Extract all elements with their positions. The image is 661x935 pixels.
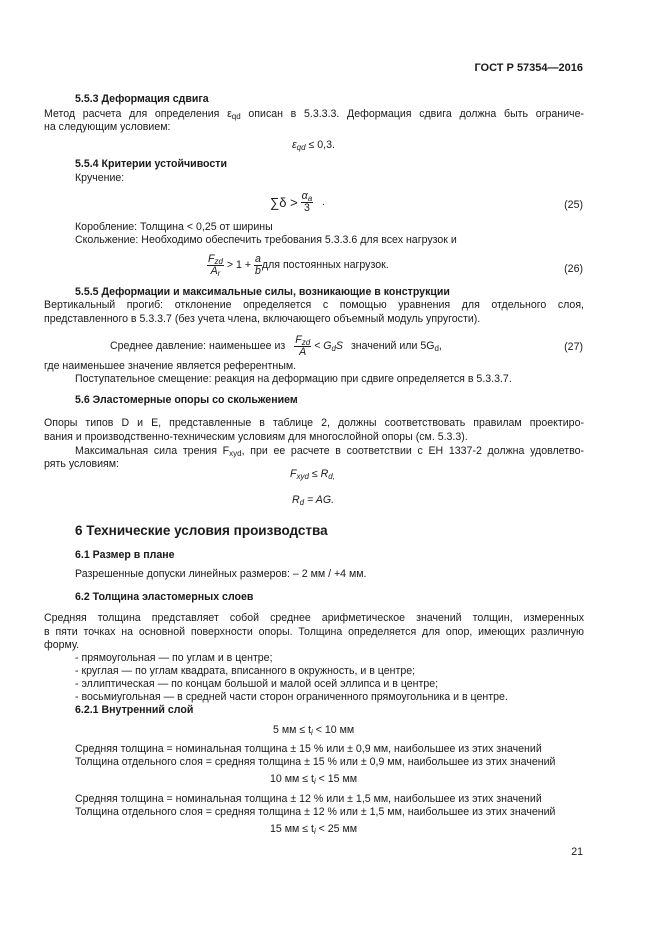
- standard-number: ГОСТ Р 57354—2016: [474, 62, 583, 74]
- warping-text: Коробление: Толщина < 0,25 от ширины: [75, 221, 273, 233]
- list-item: - круглая — по углам квадрата, вписанного в окружность, и в центре;: [75, 665, 416, 677]
- formula-friction: $F_{xyd} \le R_{d,}$: [290, 468, 335, 481]
- s555-paragraph-line2: представленного в 5.3.3.7 (без учета члена, включающего объемный модуль упругости).: [44, 313, 481, 325]
- s56-paragraph-line3: Максимальная сила трения $F_{xyd}$, при ее расчете в соответствии с ЕН 1337-2 должна удовлетво-: [75, 445, 585, 458]
- equation-number-26: (26): [564, 263, 583, 275]
- s553-paragraph-line2: на следующим условием:: [44, 121, 171, 133]
- s555-reference-note: где наименьшее значение является референтным.: [44, 360, 297, 372]
- s56-paragraph-line2: вания и производственно-техническим условиям для многослойной опоры (см. 5.3.3).: [44, 431, 468, 443]
- range-1: 5 мм ≤ $t_i < 10$ мм: [273, 724, 355, 737]
- list-item: - эллиптическая — по концам большой и малой осей эллипса и в центре;: [75, 678, 439, 690]
- list-item: - прямоугольная — по углам и в центре;: [75, 652, 273, 664]
- formula-26: $\frac{F_{zd}}{A_r}$ > 1 + $\frac{a}{b}$ для постоянных нагрузок.: [208, 253, 389, 278]
- section-5-6-title: 5.6 Эластомерные опоры со скольжением: [75, 394, 298, 406]
- range-2: 10 мм ≤ $t_i < 15$ мм: [270, 773, 358, 786]
- formula-27: Среднее давление: наименьшее из $\frac{F_{zd}}{A}$ < $G_dS$ значений или $5G_d$,: [110, 334, 442, 358]
- range-2-individual: Толщина отдельного слоя = средняя толщина ± 12 % или ± 1,5 мм, наибольшее из этих значений: [75, 806, 556, 818]
- torsion-label: Кручение:: [75, 172, 125, 184]
- s555-translational-displacement: Поступательное смещение: реакция на деформацию при сдвиге определяется в 5.3.3.7.: [75, 373, 512, 385]
- s555-paragraph-line1: Вертикальный прогиб: отклонение определяется с помощью уравнения для отдельного слоя,: [44, 299, 584, 311]
- list-item: - восьмиугольная — в средней части сторон ограниченного прямоугольника и в центре.: [75, 691, 508, 703]
- equation-number-27: (27): [564, 341, 583, 353]
- s62-paragraph-line2: в пяти точках на основной поверхности опоры. Толщина определяется для опор, имеющих различную: [44, 626, 584, 638]
- s56-paragraph-line4: рять условиям:: [44, 458, 119, 470]
- sliding-text: Скольжение: Необходимо обеспечить требования 5.3.3.6 для всех нагрузок и: [75, 234, 457, 246]
- section-5-5-4-title: 5.5.4 Критерии устойчивости: [75, 158, 227, 170]
- section-6-2-title: 6.2 Толщина эластомерных слоев: [75, 591, 254, 603]
- section-5-5-3-title: 5.5.3 Деформация сдвига: [75, 93, 209, 105]
- formula-resistance: $R_d$ = AG.: [292, 494, 335, 507]
- equation-number-25: (25): [564, 199, 583, 211]
- page-number: 21: [571, 846, 583, 858]
- range-3: 15 мм ≤ $t_i < 25$ мм: [270, 823, 358, 836]
- s61-tolerance-text: Разрешенные допуски линейных размеров: – 2 мм / +4 мм.: [75, 568, 367, 580]
- range-2-average: Средняя толщина = номинальная толщина ± 12 % или ± 1,5 мм, наибольшее из этих значений: [75, 793, 542, 805]
- s553-paragraph-line1: Метод расчета для определения $\varepsilon_{qd}$ описан в 5.3.3.3. Деформация сдвига должна быть ограниче-: [44, 108, 584, 121]
- section-6-1-title: 6.1 Размер в плане: [75, 549, 175, 561]
- section-6-title: 6 Технические условия производства: [75, 523, 328, 538]
- formula-shear-limit: $\varepsilon_{qd} \le 0,3$.: [292, 139, 335, 152]
- s62-paragraph-line1: Средняя толщина представляет собой среднее арифметическое значений толщин, измеренных: [44, 612, 584, 624]
- formula-25: ∑δ > $\frac{\alpha_a}{3}$ .: [270, 190, 326, 214]
- s62-paragraph-line3: форму.: [44, 639, 80, 651]
- range-1-individual: Толщина отдельного слоя = средняя толщина ± 15 % или ± 0,9 мм, наибольшее из этих значений: [75, 756, 556, 768]
- section-6-2-1-title: 6.2.1 Внутренний слой: [75, 704, 194, 716]
- range-1-average: Средняя толщина = номинальная толщина ± 15 % или ± 0,9 мм, наибольшее из этих значений: [75, 743, 542, 755]
- s56-paragraph-line1: Опоры типов D и E, представленные в таблице 2, должны соответствовать правилам проектиро-: [44, 417, 584, 429]
- section-5-5-5-title: 5.5.5 Деформации и максимальные силы, возникающие в конструкции: [75, 286, 450, 298]
